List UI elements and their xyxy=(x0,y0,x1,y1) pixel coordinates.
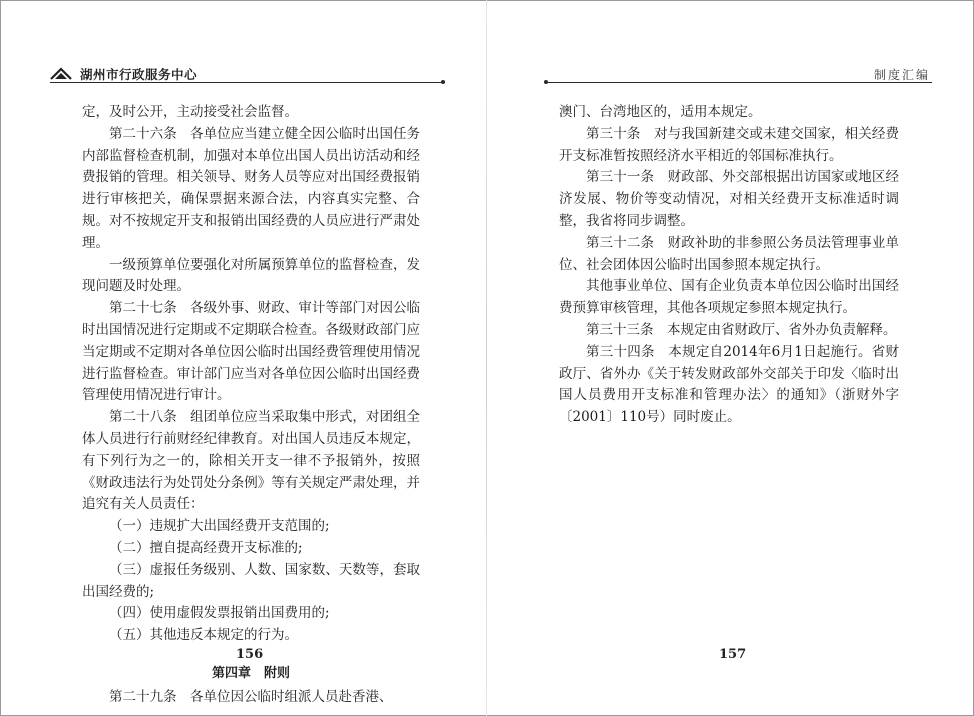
body-paragraph: （一）违规扩大出国经费开支范围的; xyxy=(109,518,330,535)
body-paragraph: 第三十四条 本规定自2014年6月1日起施行。省财政厅、省外办《关于转发财政部外交部关于印发〈临时出国人员费用开支标准和管理办法〉的通知》（浙财外字〔2001〕110号）同时废止。 xyxy=(559,343,899,426)
body-paragraph: （五）其他违反本规定的行为。 xyxy=(109,627,298,644)
body-paragraph: 一级预算单位要强化对所属预算单位的监督检查，发现问题及时处理。 xyxy=(82,256,420,295)
body-paragraph: 第三十条 对与我国新建交或未建交国家，相关经费开支标准暂按照经济水平相近的邻国标准执行。 xyxy=(559,125,899,164)
body-paragraph: 第二十六条 各单位应当建立健全因公临时出国任务内部监督检查机制，加强对本单位出国人员出访活动和经费报销的管理。相关领导、财务人员等应对出国经费报销进行审核把关，确保票据来源合法，内容真实完整、合规。对不按规定开支和报销出国经费的人员应进行严肃处理。 xyxy=(82,125,420,251)
right-page-header xyxy=(544,64,932,84)
body-paragraph: 第二十八条 组团单位应当采取集中形式，对团组全体人员进行行前财经纪律教育。对出国人员违反本规定，有下列行为之一的，除相关开支一律不予报销外，按照《财政违法行为处罚处分条例》等有关规定严肃处理，并追究有关人员责任： xyxy=(82,409,420,513)
body-paragraph: （四）使用虚假发票报销出国费用的; xyxy=(109,605,330,622)
page-number: 157 xyxy=(719,647,747,662)
body-paragraph: 第二十九条 各单位因公临时组派人员赴香港、 xyxy=(109,688,393,705)
right-body-text xyxy=(559,102,899,429)
header-rule xyxy=(50,82,445,83)
header-title: 制度汇编 xyxy=(873,68,930,82)
chapter-heading: 第四章 附则 xyxy=(211,665,290,681)
page-number: 156 xyxy=(236,647,264,662)
body-paragraph: 其他事业单位、国有企业负责本单位因公临时出国经费预算审核管理，其他各项规定参照本规定执行。 xyxy=(559,278,899,317)
body-paragraph: 第二十七条 各级外事、财政、审计等部门对因公临时出国情况进行定期或不定期联合检查。各级财政部门应当定期或不定期对各单位因公临时出国经费管理使用情况进行监督检查。审计部门应当对各单位因公临时出国经费管理使用情况进行审计。 xyxy=(82,300,420,404)
header-rule-end-dot xyxy=(441,80,445,84)
body-paragraph: 第三十二条 财政补助的非参照公务员法管理事业单位、社会团体因公临时出国参照本规定执行。 xyxy=(559,234,899,273)
body-paragraph: 定，及时公开，主动接受社会监督。 xyxy=(82,104,298,120)
body-paragraph: （三）虚报任务级别、人数、国家数、天数等，套取出国经费的; xyxy=(82,561,420,600)
body-paragraph: 第三十一条 财政部、外交部根据出访国家或地区经济发展、物价等变动情况，对相关经费开支标准适时调整，我省将同步调整。 xyxy=(559,169,899,229)
header-title: 湖州市行政服务中心 xyxy=(80,67,198,82)
right-page xyxy=(487,0,974,716)
body-paragraph: 第三十三条 本规定由省财政厅、省外办负责解释。 xyxy=(586,321,897,338)
body-paragraph: 澳门、台湾地区的，适用本规定。 xyxy=(559,104,762,120)
left-body-text xyxy=(82,102,420,709)
left-page-header xyxy=(50,64,445,84)
body-paragraph: （二）擅自提高经费开支标准的; xyxy=(109,539,303,556)
roof-logo-icon xyxy=(50,67,72,81)
